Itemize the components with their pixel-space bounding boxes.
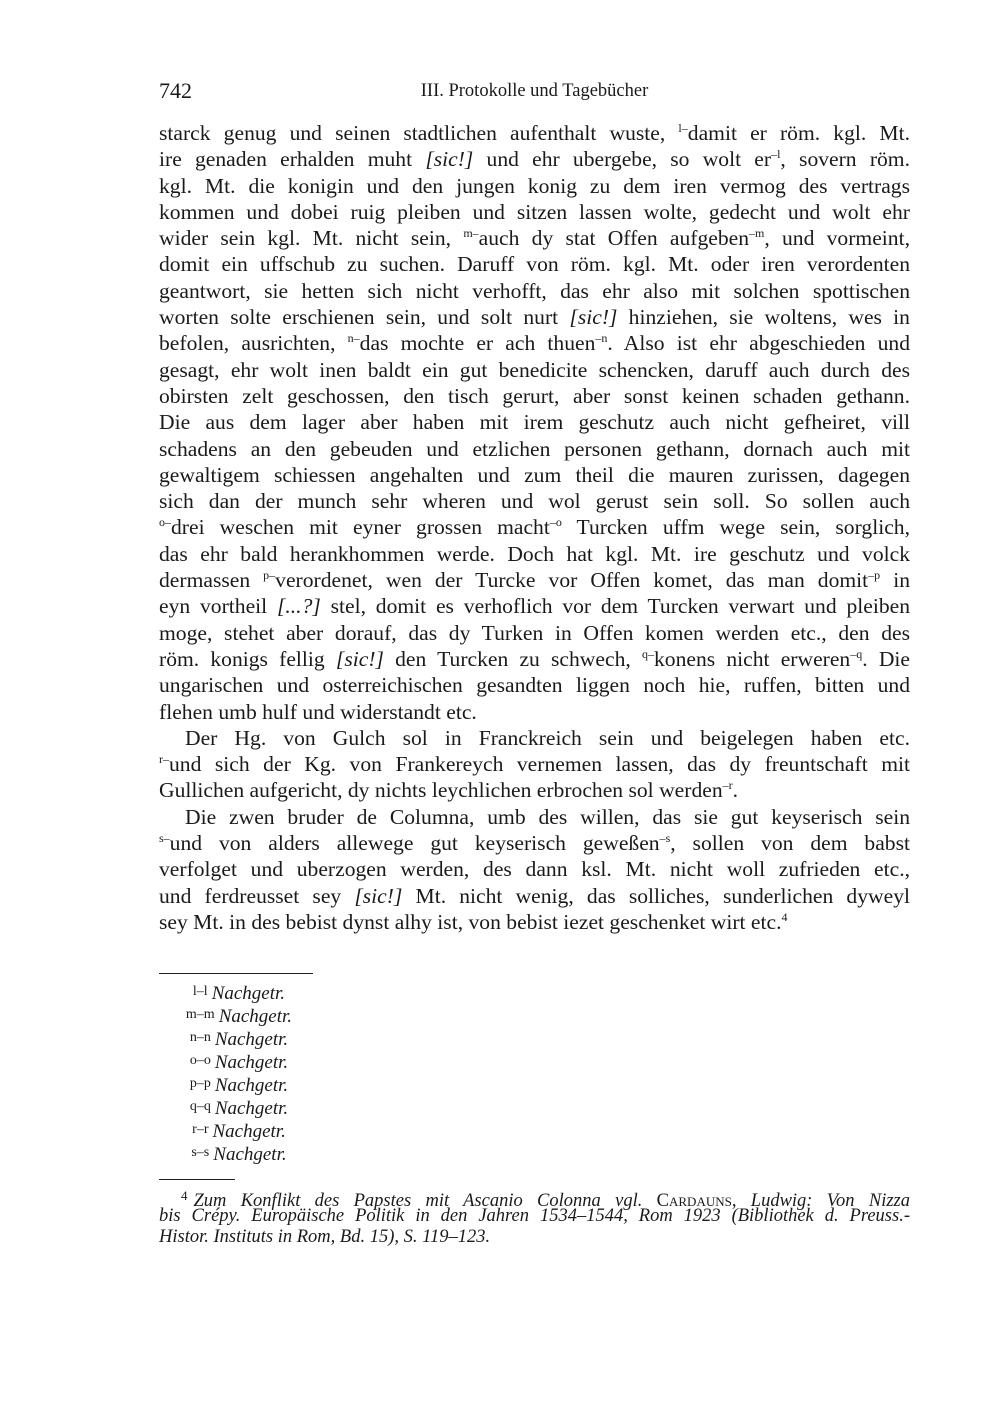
text-line <box>159 909 910 935</box>
variant-text: Nachgetr. <box>214 1075 289 1096</box>
text-run: und ferdreusset sey <box>159 883 355 908</box>
text-run: dermassen <box>159 568 264 593</box>
text-run: das mochte er ach thuen <box>359 331 596 356</box>
text-line <box>159 751 910 777</box>
footnote-number: 4 <box>181 1188 188 1203</box>
text-line: domit ein uffschub zu suchen. Daruff von röm. kgl. Mt. oder iren verordenten <box>159 252 910 277</box>
variant-marker: –n <box>595 331 608 346</box>
text-line <box>159 225 910 251</box>
text-run: ire genaden erhalden muht <box>159 147 426 172</box>
text-line: Die zwen bruder de Columna, umb des willen, das sie gut keyserisch sein <box>185 804 910 829</box>
variant-marker: –m <box>749 226 765 241</box>
text-line <box>159 883 910 909</box>
editorial-note: [sic!] <box>569 305 618 330</box>
variant-marker: q– <box>641 646 654 661</box>
variant-siglum: n–n <box>189 1030 211 1045</box>
footnote-author: Cardauns <box>656 1191 732 1211</box>
variant-marker: –p <box>868 568 881 583</box>
variant-note <box>159 1072 319 1095</box>
text-run: wider sein kgl. Mt. nicht sein, <box>159 226 464 251</box>
footnote-divider <box>159 1179 235 1180</box>
variant-text: Nachgetr. <box>214 1098 289 1119</box>
variant-marker: p– <box>263 568 276 583</box>
text-line <box>159 830 910 856</box>
text-line: kommen und dobei ruig pleiben und sitzen lassen wolte, gedecht und wolt ehr <box>159 199 910 224</box>
main-text <box>159 120 910 935</box>
variant-text: Nachgetr. <box>212 1121 286 1142</box>
text-run: und ehr ubergebe, so wolt er <box>473 147 772 172</box>
variant-marker: –q <box>850 646 863 661</box>
variant-text: Nachgetr. <box>218 1006 293 1027</box>
text-line: gewaltigem schiessen angehalten und zum theil die mauren zurissen, dagegen <box>159 462 910 487</box>
text-run: in <box>880 568 910 593</box>
variant-note <box>159 1026 319 1049</box>
text-line: gesagt, ehr wolt inen baldt ein gut benedicite schencken, daruff auch durch des <box>159 357 910 382</box>
variant-note <box>159 1049 319 1072</box>
text-line: schadens an den gebeuden und etzlichen personen gethann, dornach auch mit <box>159 436 910 461</box>
editorial-note: [sic!] <box>335 646 384 671</box>
text-run: sey Mt. in des bebist dynst alhy ist, von bebist iezet geschenket wirt etc. <box>159 909 782 934</box>
text-run: . Also ist ehr abgeschieden und <box>607 331 910 356</box>
variant-marker: –r <box>722 778 733 793</box>
text-run: hinziehen, sie woltens, wes in <box>617 305 910 330</box>
text-run: , sollen von dem babst <box>670 831 910 856</box>
text-line: obirsten zelt geschossen, den tisch gerurt, aber sonst keinen schaden gethann. <box>159 383 910 408</box>
editorial-note: [...?] <box>276 594 321 619</box>
text-run: Mt. nicht wenig, das solliches, sunderlichen dyweyl <box>402 883 910 908</box>
textual-apparatus <box>159 980 319 1164</box>
text-run: Turcken uffm wege sein, sorglich, <box>561 515 910 540</box>
text-line <box>159 646 910 672</box>
text-line: geantwort, sie hetten sich nicht verhofft, das ehr also mit solchen spottischen <box>159 278 910 303</box>
text-run: starck genug und seinen stadtlichen aufenthalt wuste, <box>159 121 679 145</box>
running-title: III. Protokolle und Tagebücher <box>420 81 649 101</box>
variant-note <box>159 1003 319 1026</box>
text-line: kgl. Mt. die konigin und den jungen konig zu dem iren vermog des vertrags <box>159 173 910 198</box>
text-line: das ehr bald herankhommen werde. Doch hat kgl. Mt. ire geschutz und volck <box>159 541 910 566</box>
text-line: flehen umb hulf und widerstandt etc. <box>159 699 477 724</box>
text-run: , und vormeint, <box>764 226 910 251</box>
text-run: . Die <box>862 646 910 671</box>
running-head <box>159 78 910 108</box>
footnote-reference[interactable]: 4 <box>781 909 788 924</box>
text-run: eyn vortheil <box>159 594 277 619</box>
footnote-line: Histor. Instituts in Rom, Bd. 15), S. 119–123. <box>159 1227 491 1247</box>
text-line: verfolget und uberzogen werden, des dann ksl. Mt. nicht woll zufrieden etc., <box>159 857 910 882</box>
text-run: damit er röm. kgl. Mt. <box>687 121 910 145</box>
text-run: , sovern röm. <box>780 147 911 172</box>
variant-siglum: p–p <box>189 1076 211 1091</box>
editorial-note: [sic!] <box>425 147 474 172</box>
variant-siglum: s–s <box>191 1145 210 1160</box>
variant-text: Nachgetr. <box>211 983 286 1004</box>
variant-siglum: r–r <box>192 1122 209 1137</box>
variant-marker: n– <box>347 331 360 346</box>
footnote-text: Zum Konflikt des Papstes mit Ascanio Colonna vgl. <box>193 1191 657 1211</box>
footnote-line: bis Crépy. Europäische Politik in den Jahren 1534–1544, Rom 1923 (Bibliothek d. Preuss.- <box>159 1206 910 1226</box>
text-run: den Turcken zu schwech, <box>383 646 642 671</box>
variant-note <box>159 1118 319 1141</box>
text-run: drei weschen mit eyner grossen macht <box>171 515 550 540</box>
text-run: befolen, ausrichten, <box>159 331 348 356</box>
text-line: ungarischen und osterreichischen gesandten liggen noch hie, ruffen, bitten und <box>159 673 910 698</box>
text-line: Die aus dem lager aber haben mit irem geschutz auch nicht gefheiret, vill <box>159 410 910 435</box>
text-line: sich dan der munch sehr wheren und wol gerust sein soll. So sollen auch <box>159 489 910 514</box>
text-line <box>159 304 910 330</box>
variant-marker: –s <box>659 831 671 846</box>
variant-marker: s– <box>159 831 170 846</box>
variant-text: Nachgetr. <box>213 1144 287 1165</box>
variant-text: Nachgetr. <box>214 1052 289 1073</box>
variant-marker: m– <box>463 226 479 241</box>
text-line <box>159 567 910 593</box>
text-run: und von alders allewege gut keyserisch geweßen <box>169 831 660 856</box>
footnote-4 <box>159 1185 910 1248</box>
footnote-text: , Ludwig: Von Nizza <box>731 1191 910 1211</box>
text-run: Gullichen aufgericht, dy nichts leychlichen erbrochen sol werden <box>159 778 723 803</box>
variant-marker: r– <box>159 752 169 767</box>
text-run: . <box>732 778 739 803</box>
text-line <box>159 146 910 172</box>
text-run: auch dy stat Offen aufgeben <box>478 226 750 251</box>
text-line <box>159 120 910 146</box>
text-line <box>159 593 910 619</box>
text-line: Der Hg. von Gulch sol in Franckreich sein und beigelegen haben etc. <box>185 725 910 750</box>
text-line <box>159 777 910 803</box>
variant-siglum: m–m <box>185 1007 215 1022</box>
variant-text: Nachgetr. <box>214 1029 289 1050</box>
footnote-line <box>159 1185 910 1211</box>
text-line <box>159 330 910 356</box>
text-run: röm. konigs fellig <box>159 646 336 671</box>
text-run: konens nicht erweren <box>653 646 851 671</box>
variant-siglum: q–q <box>189 1099 211 1114</box>
variant-note <box>159 1141 319 1164</box>
variant-siglum: o–o <box>189 1053 211 1068</box>
variant-marker: l– <box>678 121 688 135</box>
variant-note <box>159 1095 319 1118</box>
text-run: verordenet, wen der Turcke vor Offen komet, das man domit <box>275 568 869 593</box>
variant-note <box>159 980 319 1003</box>
text-run: und sich der Kg. von Frankereych vernemen lassen, das dy freuntschaft mit <box>169 752 910 777</box>
variant-marker: –l <box>771 147 781 162</box>
editorial-note: [sic!] <box>354 883 403 908</box>
variant-marker: o– <box>159 515 171 530</box>
page-number: 742 <box>159 78 192 103</box>
text-run: stel, domit es verhoflich vor dem Turcken verwart und pleiben <box>320 594 910 619</box>
variant-siglum: l–l <box>192 984 208 999</box>
text-run: worten solte erschienen sein, und solt nurt <box>159 305 570 330</box>
variant-marker: –o <box>549 515 562 530</box>
text-line <box>159 514 910 540</box>
text-line: moge, stehet aber dorauf, das dy Turken in Offen komen werden etc., den des <box>159 620 910 645</box>
apparatus-divider <box>159 973 313 974</box>
